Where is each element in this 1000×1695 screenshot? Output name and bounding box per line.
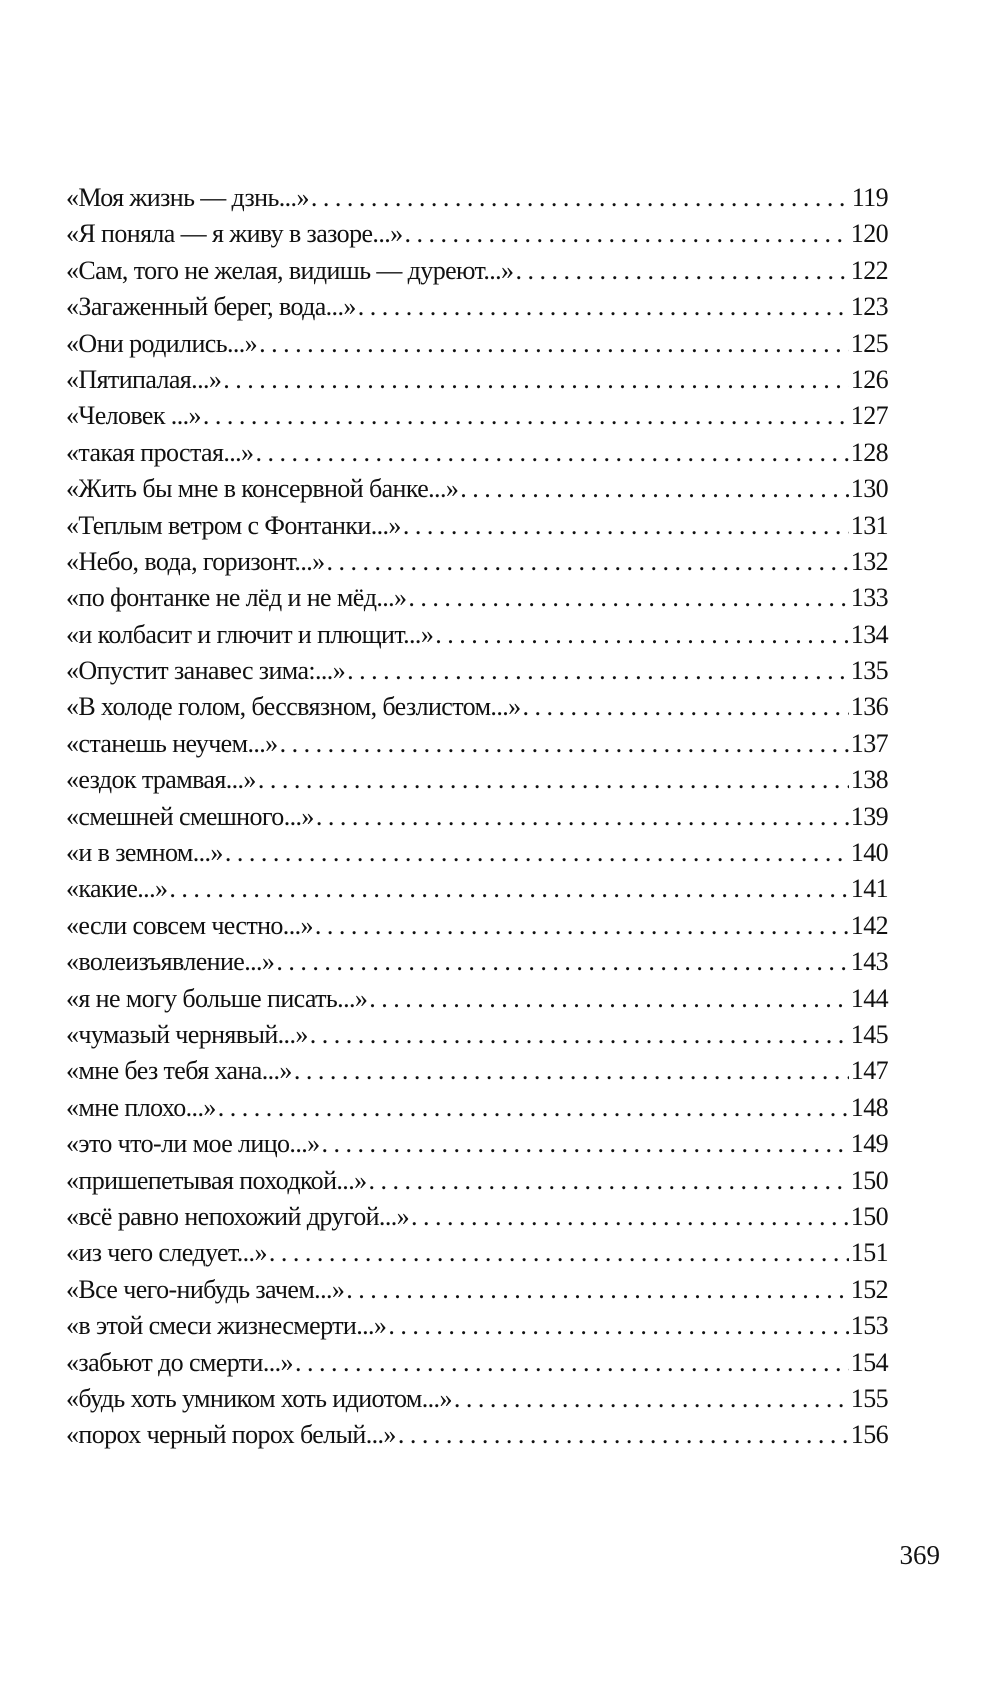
entry-title: «это что-ли мое лицо...» xyxy=(66,1129,320,1159)
toc-entry xyxy=(66,620,888,656)
entry-page: 149 xyxy=(850,1129,888,1159)
dot-leader xyxy=(346,1275,849,1305)
dot-leader xyxy=(388,1311,848,1341)
dot-leader xyxy=(523,692,849,722)
toc-entry xyxy=(66,1420,888,1456)
entry-title: «Человек ...» xyxy=(66,401,201,431)
entry-page: 128 xyxy=(850,437,888,467)
dot-leader xyxy=(258,765,849,795)
entry-page: 139 xyxy=(850,801,888,831)
entry-page: 148 xyxy=(850,1092,888,1122)
entry-title: «какие...» xyxy=(66,874,168,904)
entry-title: «ездок трамвая...» xyxy=(66,765,256,795)
dot-leader xyxy=(435,620,849,650)
entry-page: 141 xyxy=(850,874,888,904)
entry-title: «я не могу больше писать...» xyxy=(66,983,368,1013)
entry-title: «такая простая...» xyxy=(66,437,254,467)
dot-leader xyxy=(315,911,849,941)
entry-title: «чумазый чернявый...» xyxy=(66,1019,308,1049)
entry-title: «и в земном...» xyxy=(66,838,223,868)
entry-page: 122 xyxy=(850,255,888,285)
dot-leader xyxy=(454,1384,849,1414)
toc-entry xyxy=(66,765,888,801)
entry-page: 153 xyxy=(850,1311,888,1341)
dot-leader xyxy=(169,874,848,904)
dot-leader xyxy=(295,1348,849,1378)
dot-leader xyxy=(403,511,849,541)
dot-leader xyxy=(369,1166,849,1196)
entry-page: 126 xyxy=(850,364,888,394)
entry-title: «Опустит занавес зима:...» xyxy=(66,656,346,686)
toc-entry xyxy=(66,802,888,838)
toc-entry xyxy=(66,1129,888,1165)
dot-leader xyxy=(280,729,849,759)
entry-page: 154 xyxy=(850,1347,888,1377)
page-number: 369 xyxy=(899,1540,940,1570)
entry-page: 156 xyxy=(850,1420,888,1450)
dot-leader xyxy=(203,401,849,431)
toc-entry xyxy=(66,1275,888,1311)
toc-entry xyxy=(66,256,888,292)
toc-entry xyxy=(66,1202,888,1238)
entry-page: 142 xyxy=(850,910,888,940)
toc-entry xyxy=(66,1093,888,1129)
entry-title: «если совсем честно...» xyxy=(66,910,313,940)
entry-title: «из чего следует...» xyxy=(66,1238,267,1268)
dot-leader xyxy=(259,329,849,359)
entry-title: «Сам, того не желая, видишь — дуреют...» xyxy=(66,255,514,285)
toc-entry xyxy=(66,547,888,583)
entry-title: «Теплым ветром с Фонтанки...» xyxy=(66,510,401,540)
dot-leader xyxy=(398,1420,849,1450)
dot-leader xyxy=(411,1202,849,1232)
entry-page: 150 xyxy=(850,1201,888,1231)
dot-leader xyxy=(225,838,849,868)
toc-entry xyxy=(66,1384,888,1420)
toc-entry xyxy=(66,1348,888,1384)
entry-page: 127 xyxy=(850,401,888,431)
toc-entry xyxy=(66,656,888,692)
entry-page: 152 xyxy=(850,1274,888,1304)
toc-entry xyxy=(66,838,888,874)
dot-leader xyxy=(218,1093,849,1123)
entry-title: «Они родились...» xyxy=(66,328,258,358)
toc-entry xyxy=(66,729,888,765)
entry-page: 136 xyxy=(850,692,888,722)
dot-leader xyxy=(358,292,849,322)
entry-page: 133 xyxy=(850,583,888,613)
dot-leader xyxy=(276,947,848,977)
dot-leader xyxy=(223,365,849,395)
entry-title: «волеизъявление...» xyxy=(66,947,275,977)
entry-title: «Я поняла — я живу в зазоре...» xyxy=(66,219,403,249)
toc-entry xyxy=(66,438,888,474)
entry-title: «и колбасит и глючит и плющит...» xyxy=(66,619,434,649)
entry-title: «станешь неучем...» xyxy=(66,728,278,758)
entry-page: 143 xyxy=(850,947,888,977)
entry-title: «В холоде голом, бессвязном, безлистом...» xyxy=(66,692,521,722)
entry-title: «будь хоть умником хоть идиотом...» xyxy=(66,1383,452,1413)
entry-page: 132 xyxy=(850,546,888,576)
entry-title: «мне плохо...» xyxy=(66,1092,216,1122)
entry-page: 145 xyxy=(850,1019,888,1049)
dot-leader xyxy=(322,1129,849,1159)
toc-entry xyxy=(66,292,888,328)
toc-entry xyxy=(66,219,888,255)
entry-page: 130 xyxy=(850,474,888,504)
entry-page: 150 xyxy=(850,1165,888,1195)
dot-leader xyxy=(515,256,848,286)
entry-title: «по фонтанке не лёд и не мёд...» xyxy=(66,583,407,613)
entry-page: 119 xyxy=(851,183,888,212)
toc-entry xyxy=(66,1166,888,1202)
entry-title: «Жить бы мне в консервной банке...» xyxy=(66,474,459,504)
toc-entry xyxy=(66,1056,888,1092)
dot-leader xyxy=(327,547,849,577)
entry-page: 138 xyxy=(850,765,888,795)
toc-entry xyxy=(66,183,888,219)
toc-entry xyxy=(66,911,888,947)
toc-entry xyxy=(66,1238,888,1274)
dot-leader xyxy=(460,474,849,504)
toc-entry xyxy=(66,474,888,510)
entry-title: «смешней смешного...» xyxy=(66,801,314,831)
entry-page: 134 xyxy=(850,619,888,649)
dot-leader xyxy=(310,1020,849,1050)
entry-page: 140 xyxy=(850,838,888,868)
entry-title: «пришепетывая походкой...» xyxy=(66,1165,367,1195)
dot-leader xyxy=(316,802,849,832)
toc-entry xyxy=(66,874,888,910)
dot-leader xyxy=(255,438,848,468)
entry-title: «забьют до смерти...» xyxy=(66,1347,293,1377)
toc-entry xyxy=(66,329,888,365)
entry-page: 147 xyxy=(850,1056,888,1086)
dot-leader xyxy=(347,656,849,686)
entry-title: «Небо, вода, горизонт...» xyxy=(66,546,325,576)
entry-title: «в этой смеси жизнесмерти...» xyxy=(66,1311,387,1341)
entry-page: 137 xyxy=(850,728,888,758)
toc-entry xyxy=(66,401,888,437)
entry-page: 135 xyxy=(850,656,888,686)
dot-leader xyxy=(294,1056,849,1086)
entry-page: 125 xyxy=(850,328,888,358)
toc-entry xyxy=(66,511,888,547)
entry-page: 120 xyxy=(850,219,888,249)
dot-leader xyxy=(369,984,849,1014)
dot-leader xyxy=(405,219,849,249)
entry-title: «мне без тебя хана...» xyxy=(66,1056,292,1086)
entry-title: «Пятипалая...» xyxy=(66,364,222,394)
entry-page: 131 xyxy=(850,510,888,540)
entry-title: «Все чего-нибудь зачем...» xyxy=(66,1274,345,1304)
dot-leader xyxy=(311,183,850,213)
toc-entry xyxy=(66,1311,888,1347)
dot-leader xyxy=(269,1238,849,1268)
toc-entry xyxy=(66,692,888,728)
entry-page: 144 xyxy=(850,983,888,1013)
dot-leader xyxy=(408,583,848,613)
entry-page: 151 xyxy=(850,1238,888,1268)
table-of-contents xyxy=(66,183,888,1457)
toc-entry xyxy=(66,1020,888,1056)
entry-title: «Моя жизнь — дзнь...» xyxy=(66,183,309,212)
toc-entry xyxy=(66,984,888,1020)
toc-entry xyxy=(66,583,888,619)
entry-page: 155 xyxy=(850,1383,888,1413)
entry-title: «всё равно непохожий другой...» xyxy=(66,1201,410,1231)
toc-entry xyxy=(66,947,888,983)
entry-title: «порох черный порох белый...» xyxy=(66,1420,396,1450)
toc-entry xyxy=(66,365,888,401)
entry-page: 123 xyxy=(850,292,888,322)
entry-title: «Загаженный берег, вода...» xyxy=(66,292,356,322)
